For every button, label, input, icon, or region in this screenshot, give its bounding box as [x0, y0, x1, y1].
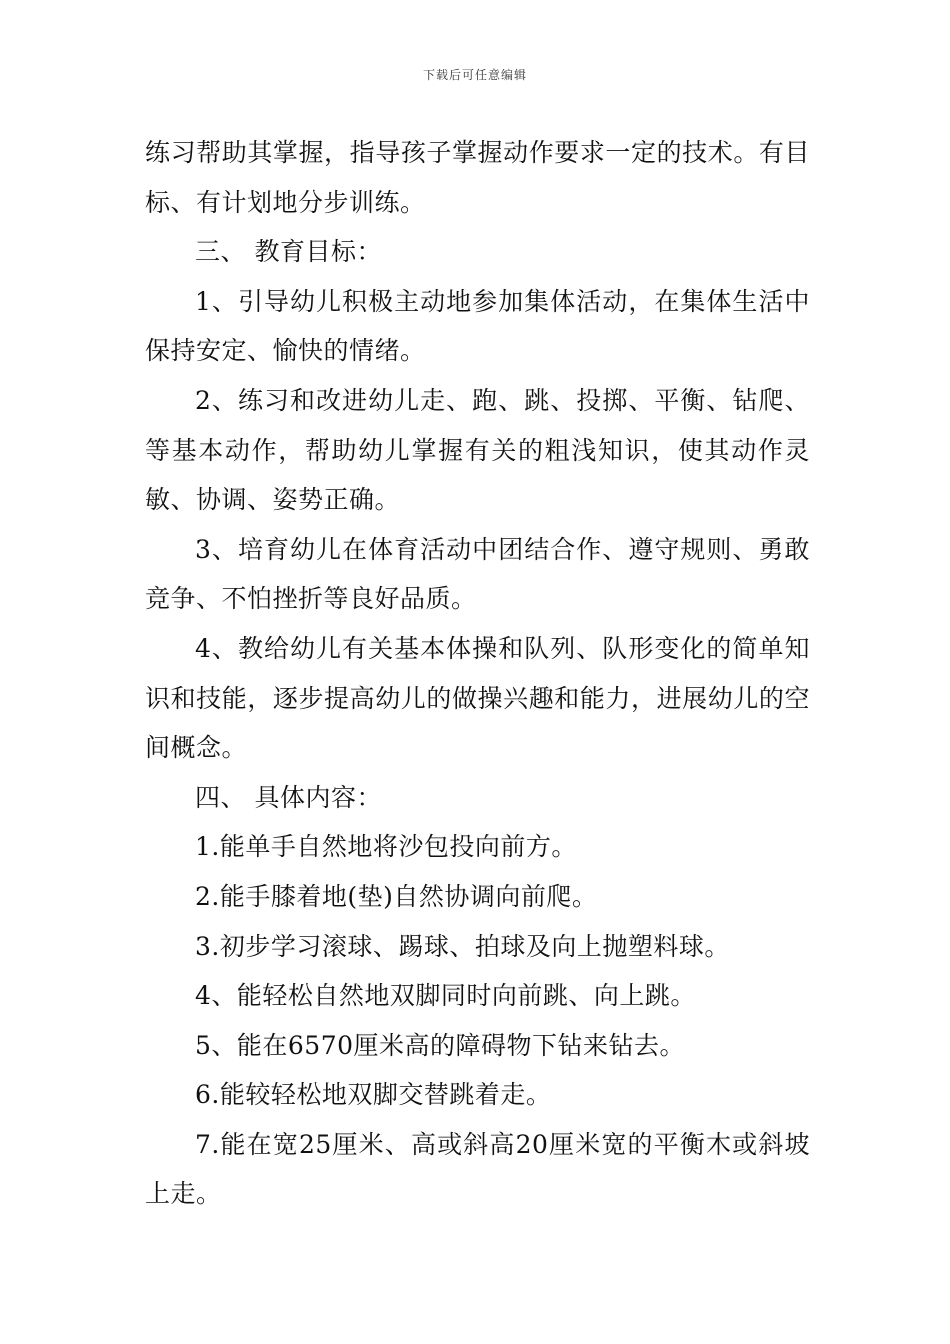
content-item-2: 2.能手膝着地(垫)自然协调向前爬。: [195, 881, 598, 911]
goal-item-2: 2、练习和改进幼儿走、跑、跳、投掷、平衡、钻爬、等基本动作，帮助幼儿掌握有关的粗浅知识，使其动作灵敏、协调、姿势正确。: [145, 385, 810, 515]
goal-item-3: 3、培育幼儿在体育活动中团结合作、遵守规则、勇敢竞争、不怕挫折等良好品质。: [145, 534, 810, 614]
content-item-1: 1.能单手自然地将沙包投向前方。: [195, 832, 577, 862]
goal-item-4: 4、教给幼儿有关基本体操和队列、队形变化的简单知识和技能，逐步提高幼儿的做操兴趣和能力，进展幼儿的空间概念。: [145, 633, 810, 763]
content-item-6: 6.能较轻松地双脚交替跳着走。: [195, 1080, 552, 1110]
document-body: [145, 128, 810, 1219]
section-heading-specific-content: 四、 具体内容：: [195, 782, 382, 812]
paragraph-continuation: 练习帮助其掌握，指导孩子掌握动作要求一定的技术。有目标、有计划地分步训练。: [145, 138, 810, 217]
goal-item-1: 1、引导幼儿积极主动地参加集体活动，在集体生活中保持安定、愉快的情绪。: [145, 286, 810, 366]
section-heading-education-goals: 三、 教育目标：: [195, 237, 382, 267]
content-item-3: 3.初步学习滚球、踢球、拍球及向上抛塑料球。: [195, 931, 730, 961]
content-item-7: 7.能在宽25厘米、高或斜高20厘米宽的平衡木或斜坡上走。: [145, 1129, 810, 1209]
content-item-5: 5、能在6570厘米高的障碍物下钻来钻去。: [195, 1030, 686, 1060]
page-header-note: 下载后可任意编辑: [422, 68, 527, 82]
content-item-4: 4、能轻松自然地双脚同时向前跳、向上跳。: [195, 981, 696, 1011]
